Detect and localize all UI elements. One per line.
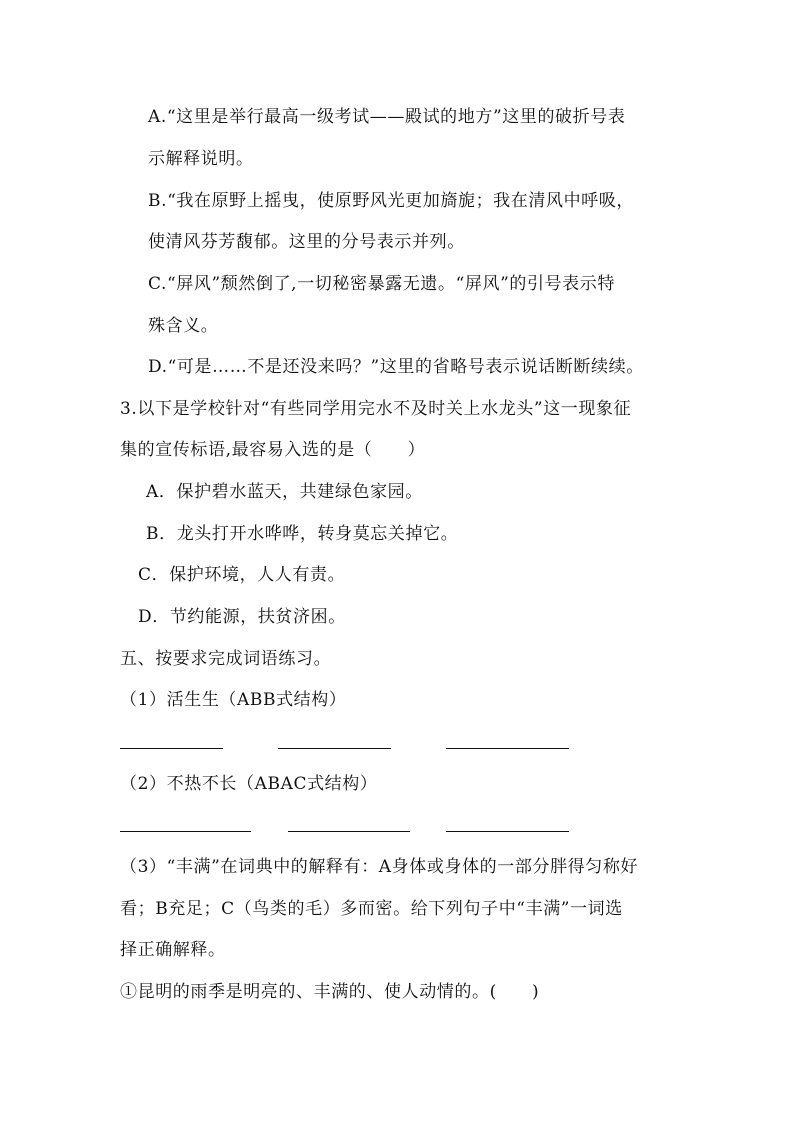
- answer-blank-2b[interactable]: [288, 831, 410, 832]
- section5-item1: （1）活生生（ABB式结构）: [120, 690, 347, 710]
- section5-sentence1: ①昆明的雨季是明亮的、丰满的、使人动情的。( ): [120, 982, 540, 1002]
- question3-stem-line2: 集的宣传标语,最容易入选的是（ ）: [120, 440, 426, 460]
- option-d-line1: D.“可是……不是还没来吗？”这里的省略号表示说话断断续续。: [148, 357, 644, 377]
- option-c-line1: C.“屏风”颓然倒了,一切秘密暴露无遗。“屏风”的引号表示特: [148, 274, 615, 294]
- option-b-line2: 使清风芬芳馥郁。这里的分号表示并列。: [148, 232, 465, 252]
- answer-blank-1c[interactable]: [446, 748, 569, 749]
- section5-item2: （2）不热不长（ABAC式结构）: [120, 774, 378, 794]
- section5-item3-line3: 择正确解释。: [120, 940, 226, 960]
- answer-blank-1b[interactable]: [278, 748, 391, 749]
- option-b-line1: B.“我在原野上摇曳，使原野风光更加旖旎；我在清风中呼吸，: [148, 191, 634, 211]
- option-a-line2: 示解释说明。: [148, 149, 254, 169]
- answer-blank-2c[interactable]: [446, 831, 569, 832]
- answer-blank-1a[interactable]: [120, 748, 223, 749]
- section5-item3-line2: 看；B充足；C（鸟类的毛）多而密。给下列句子中“丰满”一词选: [120, 899, 623, 919]
- section5-item3-line1: （3）“丰满”在词典中的解释有：A身体或身体的一部分胖得匀称好: [120, 857, 639, 877]
- answer-blank-2a[interactable]: [120, 831, 251, 832]
- option-a-line1: A.“这里是举行最高一级考试——殿试的地方”这里的破折号表: [148, 107, 626, 127]
- question3-option-d: D．节约能源，扶贫济困。: [138, 607, 346, 627]
- option-c-line2: 殊含义。: [148, 316, 219, 336]
- question3-stem-line1: 3.以下是学校针对“有些同学用完水不及时关上水龙头”这一现象征: [120, 399, 632, 419]
- question3-option-b: B．龙头打开水哗哗，转身莫忘关掉它。: [146, 524, 459, 544]
- question3-option-c: C．保护环境，人人有责。: [138, 565, 346, 585]
- question3-option-a: A．保护碧水蓝天，共建绿色家园。: [146, 482, 423, 502]
- section5-heading: 五、按要求完成词语练习。: [120, 649, 332, 669]
